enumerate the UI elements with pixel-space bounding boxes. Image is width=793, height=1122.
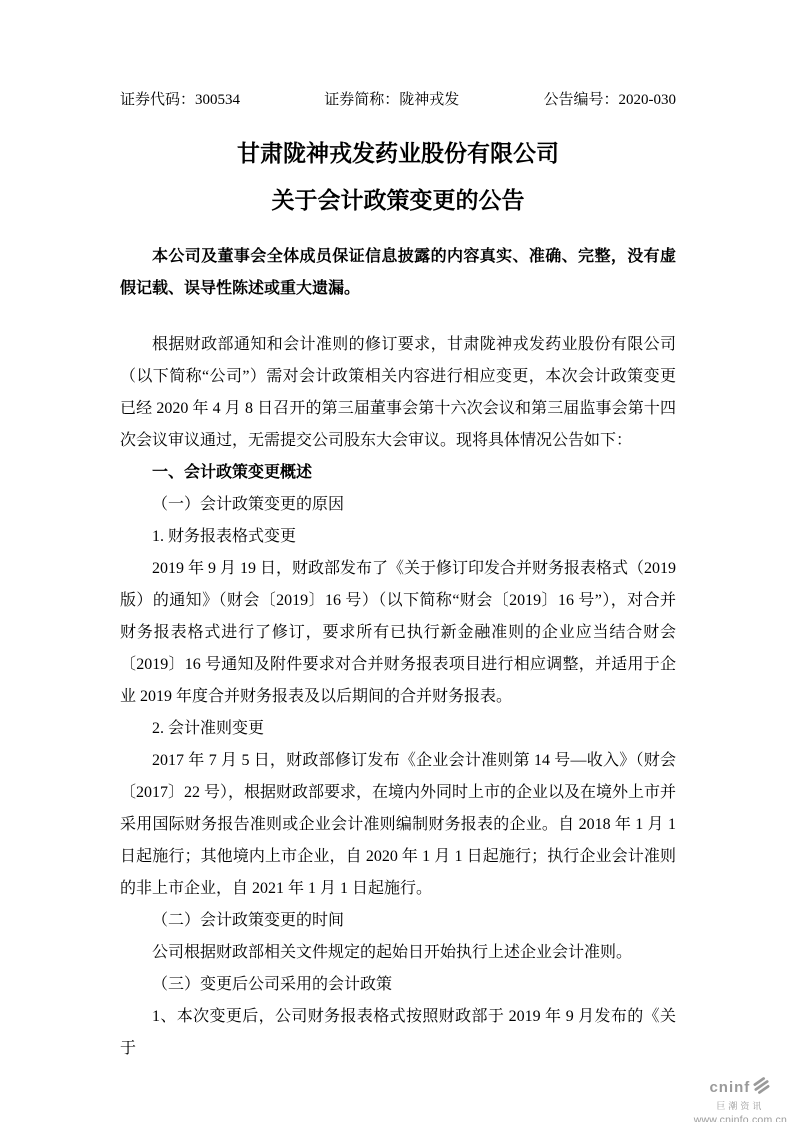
- body-paragraph: 公司根据财政部相关文件规定的起始日开始执行上述企业会计准则。: [152, 944, 633, 961]
- body-paragraph: 1、本次变更后，公司财务报表格式按照财政部于 2019 年 9 月发布的《关于: [120, 1008, 676, 1057]
- watermark-url: www.cninfo.com.cn: [693, 1114, 787, 1122]
- section-heading-1: 一、会计政策变更概述: [152, 464, 313, 481]
- sub-heading: （二）会计政策变更的时间: [152, 912, 345, 929]
- body-paragraph: 2017 年 7 月 5 日，财政部修订发布《企业会计准则第 14 号—收入》（财会〔2017〕22 号），根据财政部要求，在境内外同时上市的企业以及在境外上市并采用国际财务报告准则或企业会计准则编制财务报表的企业。自 2018 年 1 月 1 日起施行；其他境内上市企业，自 2020 年 1 月 1 日起施行；执行企业会计准则的非上市企业，自 2021 年 1 月 1 日起施行。: [120, 752, 677, 897]
- sub-heading: （一）会计政策变更的原因: [152, 496, 345, 513]
- watermark-brand-text: cninf: [709, 1079, 751, 1096]
- title-block: [120, 138, 676, 215]
- watermark-brand-row: [709, 1076, 771, 1100]
- watermark-chinese-name: 巨潮资讯: [716, 1101, 765, 1111]
- stock-name: 证券简称：陇神戎发: [324, 92, 460, 108]
- cninfo-watermark: [694, 1076, 787, 1122]
- sub-heading: 2. 会计准则变更: [152, 720, 265, 737]
- announcement-number: 公告编号：2020-030: [543, 92, 676, 108]
- cninfo-swirl-icon: [752, 1076, 771, 1100]
- document-body: [120, 329, 676, 1065]
- body-paragraph: 根据财政部通知和会计准则的修订要求，甘肃陇神戎发药业股份有限公司（以下简称“公司”）需对会计政策相关内容进行相应变更，本次会计政策变更已经 2020 年 4 月 8 日召开的第三届董事会第十六次会议和第三届监事会第十四次会议审议通过，无需提交公司股东大会审议。现将具体情况公告如下：: [120, 336, 676, 449]
- document-header: [120, 92, 676, 108]
- sub-heading: （三）变更后公司采用的会计政策: [152, 976, 393, 993]
- body-paragraph: 2019 年 9 月 19 日，财政部发布了《关于修订印发合并财务报表格式（2019 版）的通知》（财会〔2019〕16 号）（以下简称“财会〔2019〕16 号”），对合并财务报表格式进行了修订，要求所有已执行新金融准则的企业应当结合财会〔2019〕16 号通知及附件要求对合并财务报表项目进行相应调整，并适用于企业 2019 年度合并财务报表及以后期间的合并财务报表。: [120, 560, 677, 705]
- stock-code: 证券代码：300534: [120, 92, 241, 108]
- company-title: 甘肃陇神戎发药业股份有限公司: [237, 140, 559, 166]
- disclosure-notice: 本公司及董事会全体成员保证信息披露的内容真实、准确、完整，没有虚假记载、误导性陈述或重大遗漏。: [120, 248, 676, 297]
- announcement-title: 关于会计政策变更的公告: [271, 187, 525, 213]
- sub-heading: 1. 财务报表格式变更: [152, 528, 297, 545]
